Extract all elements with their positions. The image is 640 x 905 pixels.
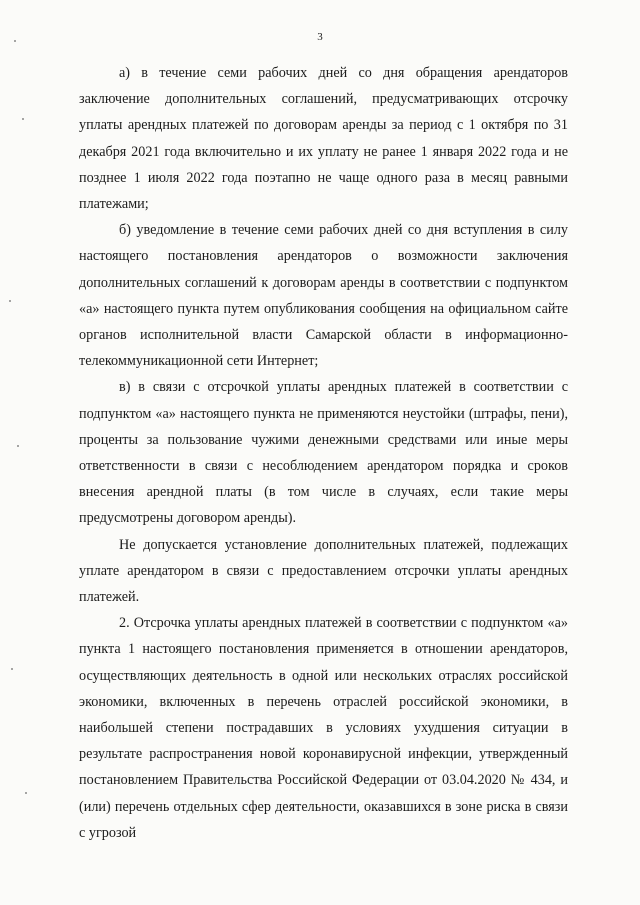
paragraph-b: б) уведомление в течение семи рабочих дней со дня вступления в силу настоящего постановления арендаторов о возможности заключения дополнительных соглашений к договорам аренды в соответствии с подпунктом «а» настоящего пункта путем опубликования сообщения на официальном сайте органов исполнительной власти Самарской области в информационно-телекоммуникационной сети Интернет; (79, 222, 568, 370)
scan-speck (17, 445, 19, 447)
paragraph-no-extra-payments: Не допускается установление дополнительных платежей, подлежащих уплате арендатором в связи с предоставлением отсрочки уплаты арендных платежей. (79, 536, 568, 606)
paragraph-a: а) в течение семи рабочих дней со дня обращения арендаторов заключение дополнительных соглашений, предусматривающих отсрочку уплаты арендных платежей по договорам аренды за период с 1 октября по 31 декабря 2021 года включительно и их уплату не ранее 1 января 2022 года и не позднее 1 июля 2022 года поэтапно не чаще одного раза в месяц равными платежами; (79, 65, 568, 213)
scan-speck (25, 792, 27, 794)
scan-speck (14, 40, 16, 42)
paragraph-2: 2. Отсрочка уплаты арендных платежей в соответствии с подпунктом «а» пункта 1 настоящего постановления применяется в отношении арендаторов, осуществляющих деятельность в одной или нескольких отраслях российской экономики, включенных в перечень отраслей российской экономики, в наибольшей степени пострадавших в условиях ухудшения ситуации в результате распространения новой коронавирусной инфекции, утвержденный постановлением Правительства Российской Федерации от 03.04.2020 № 434, и (или) перечень отдельных сфер деятельности, оказавшихся в зоне риска в связи с угрозой (79, 615, 568, 841)
paragraph-v: в) в связи с отсрочкой уплаты арендных платежей в соответствии с подпунктом «а» настоящего пункта не применяются неустойки (штрафы, пени), проценты за пользование чужими денежными средствами или иные меры ответственности в связи с несоблюдением арендатором порядка и сроков внесения арендной платы (в том числе в случаях, если такие меры предусмотрены договором аренды). (79, 379, 568, 527)
document-body (79, 60, 568, 846)
scan-speck (22, 118, 24, 120)
page-number: 3 (317, 31, 323, 43)
scan-speck (9, 300, 11, 302)
scan-speck (11, 668, 13, 670)
